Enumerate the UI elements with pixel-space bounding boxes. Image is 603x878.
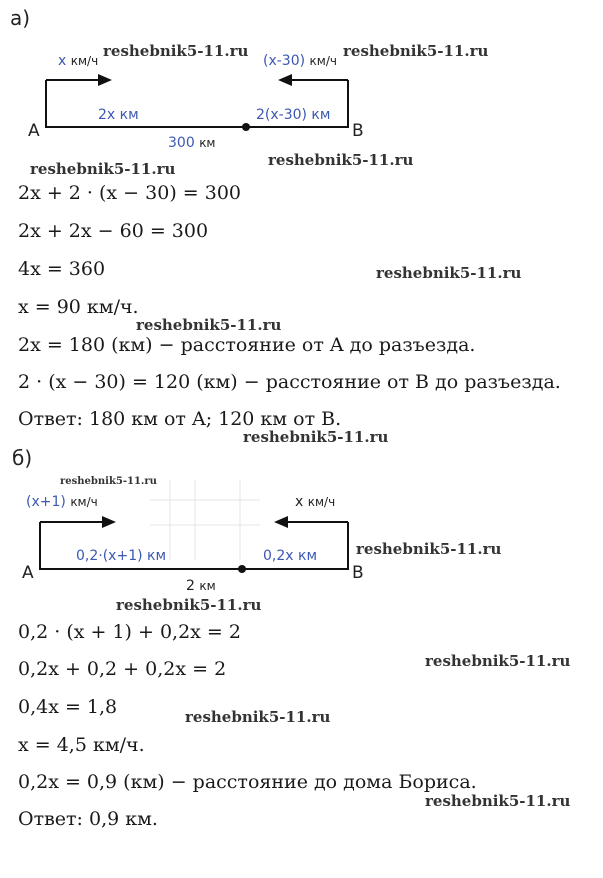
diagram-a-arrow-right-head — [278, 74, 292, 86]
diagram-b-total — [186, 578, 216, 594]
watermark: reshebnik5-11.ru — [185, 708, 331, 726]
part-a-label: а) — [10, 6, 31, 30]
watermark: reshebnik5-11.ru — [60, 476, 157, 487]
part-b-line-1: 0,2 · (x + 1) + 0,2x = 2 — [18, 621, 241, 643]
part-b-line-2: 0,2x + 0,2 + 0,2x = 2 — [18, 658, 227, 680]
watermark: reshebnik5-11.ru — [30, 160, 176, 178]
part-a-line-3: 4x = 360 — [18, 258, 106, 280]
diagram-b-meeting-point — [238, 565, 246, 573]
diagram-b-speed-left — [26, 494, 98, 510]
diagram-a-speed-left-value: x — [58, 53, 67, 69]
diagram-a-arrow-left-head — [98, 74, 112, 86]
watermark: reshebnik5-11.ru — [376, 264, 522, 282]
diagram-b-arrow-left-head — [102, 516, 116, 528]
watermark: reshebnik5-11.ru — [268, 151, 414, 169]
part-a-line-6: 2 · (x − 30) = 120 (км) − расстояние от B до разъезда. — [18, 371, 561, 393]
part-b-answer: Ответ: 0,9 км. — [18, 808, 158, 830]
diagram-b-speed-left-value: (x+1) — [26, 494, 66, 510]
watermark: reshebnik5-11.ru — [343, 42, 489, 60]
diagram-b-arrow-right-head — [274, 516, 288, 528]
watermark: reshebnik5-11.ru — [356, 540, 502, 558]
part-b-label: б) — [12, 446, 33, 470]
diagram-b-dist-left: 0,2·(x+1) км — [76, 548, 167, 564]
diagram-b-speed-right — [295, 494, 335, 510]
watermark: reshebnik5-11.ru — [425, 652, 571, 670]
diagram-b-point-a: A — [22, 563, 34, 583]
diagram-a-total — [168, 135, 216, 151]
diagram-a-meeting-point — [242, 123, 250, 131]
diagram-b-total-value: 2 — [186, 578, 195, 594]
diagram-a-speed-right-unit: км/ч — [309, 54, 337, 68]
diagram-b-total-unit: км — [199, 579, 216, 593]
diagram-a-speed-right — [263, 53, 337, 69]
watermark: reshebnik5-11.ru — [103, 42, 249, 60]
part-b-line-5: 0,2x = 0,9 (км) − расстояние до дома Бориса. — [18, 771, 477, 793]
diagram-a-speed-left-unit: км/ч — [70, 54, 99, 68]
part-b-line-3: 0,4x = 1,8 — [18, 696, 118, 718]
diagram-a-speed-right-value: (x-30) — [263, 53, 306, 69]
diagram-a-dist-left: 2x км — [98, 107, 139, 123]
watermark: reshebnik5-11.ru — [116, 596, 262, 614]
diagram-b-point-b: B — [352, 563, 364, 583]
part-a-line-2: 2x + 2x − 60 = 300 — [18, 220, 209, 242]
diagram-a-speed-left — [58, 53, 98, 69]
diagram-a-dist-right: 2(x-30) км — [256, 107, 331, 123]
diagram-a-point-a: A — [28, 121, 40, 141]
part-a-line-4: x = 90 км/ч. — [18, 296, 139, 318]
part-a-line-1: 2x + 2 · (x − 30) = 300 — [18, 182, 241, 204]
diagram-b-speed-left-unit: км/ч — [70, 495, 98, 509]
part-a-line-5: 2x = 180 (км) − расстояние от A до разъезда. — [18, 334, 476, 356]
part-a-answer: Ответ: 180 км от A; 120 км от B. — [18, 408, 342, 430]
watermark: reshebnik5-11.ru — [136, 316, 282, 334]
diagram-b-grid — [150, 480, 260, 560]
diagram-a-point-b: B — [352, 121, 364, 141]
diagram-a-total-unit: км — [199, 136, 216, 150]
watermark: reshebnik5-11.ru — [243, 428, 389, 446]
diagram-b-speed-right-unit: км/ч — [307, 495, 336, 509]
watermark: reshebnik5-11.ru — [425, 792, 571, 810]
diagram-b-speed-right-value: x — [295, 494, 304, 510]
diagram-b-dist-right: 0,2x км — [263, 548, 318, 564]
diagram-a-total-value: 300 — [168, 135, 195, 151]
part-b-line-4: x = 4,5 км/ч. — [18, 734, 145, 756]
